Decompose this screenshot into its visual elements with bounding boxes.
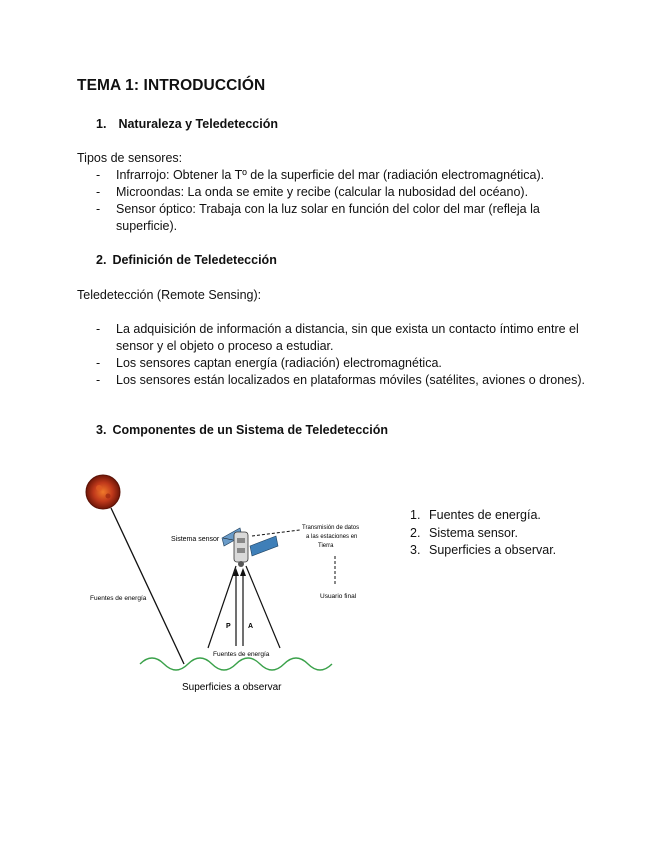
sun-icon (86, 475, 120, 509)
label-a: A (248, 623, 254, 630)
list-item-text: Superficies a observar. (429, 543, 557, 557)
list-item (96, 321, 596, 355)
label-p: P (226, 623, 231, 630)
section1-intro: Tipos de sensores: (77, 151, 183, 165)
components-list (410, 507, 556, 560)
section-number: 1. (96, 117, 107, 131)
transmission-label-2: a las estaciones en (306, 534, 358, 540)
section-heading-1 (96, 117, 278, 131)
section-title: Componentes de un Sistema de Teledetección (112, 423, 388, 437)
remote-sensing-diagram (80, 468, 360, 698)
list-item (410, 525, 556, 543)
incident-ray (111, 508, 184, 664)
item-number: 2. (410, 525, 421, 540)
list-item (96, 184, 596, 201)
list-item (96, 355, 596, 372)
bullet: - (96, 322, 101, 336)
list-item (96, 167, 596, 184)
bullet: - (96, 168, 101, 182)
section2-list (96, 321, 596, 389)
transmission-label-1: Transmisión de datos (302, 525, 360, 531)
bullet: - (96, 373, 101, 387)
list-item (96, 372, 596, 389)
section-heading-3 (96, 423, 388, 437)
list-item (410, 542, 556, 560)
sensor-label: Sistema sensor (171, 536, 220, 543)
energy-source-left-label: Fuentes de energía (90, 595, 147, 602)
list-item-text: Microondas: La onda se emite y recibe (calcular la nubosidad del océano). (116, 185, 529, 199)
bullet: - (96, 185, 101, 199)
bullet: - (96, 202, 101, 216)
list-item-text: Los sensores captan energía (radiación) electromagnética. (116, 356, 442, 370)
section-number: 3. (96, 423, 107, 437)
downlink-line (252, 530, 300, 536)
list-item-text: Infrarrojo: Obtener la Tº de la superficie del mar (radiación electromagnética). (116, 168, 545, 182)
surface-wave (140, 658, 332, 670)
item-number: 1. (410, 508, 421, 522)
energy-source-bottom-label: Fuentes de energía (213, 651, 270, 658)
list-item (410, 507, 556, 525)
end-user-label: Usuario final (320, 593, 357, 600)
section1-list (96, 167, 596, 235)
surfaces-label: Superficies a observar (182, 682, 282, 693)
section-number: 2. (96, 253, 107, 267)
item-number: 3. (410, 543, 421, 557)
list-item-text: Los sensores están localizados en plataformas móviles (satélites, aviones o drones). (116, 373, 585, 387)
transmission-label-3: Tierra (318, 543, 334, 549)
list-item-text: Sensor óptico: Trabaja con la luz solar en función del color del mar (refleja la superficie). (116, 202, 540, 233)
bullet: - (96, 356, 101, 370)
list-item (96, 201, 596, 235)
list-item-text: Sistema sensor. (429, 525, 518, 540)
section-title: Naturaleza y Teledetección (118, 117, 278, 131)
section-title: Definición de Teledetección (112, 253, 277, 267)
page-title: TEMA 1: INTRODUCCIÓN (77, 77, 266, 94)
list-item-text: La adquisición de información a distancia, sin que exista un contacto íntimo entre el sensor y el objeto o proceso a estudiar. (116, 322, 579, 353)
list-item-text: Fuentes de energía. (429, 508, 541, 522)
section-heading-2 (96, 253, 277, 267)
section2-intro: Teledetección (Remote Sensing): (77, 288, 262, 302)
